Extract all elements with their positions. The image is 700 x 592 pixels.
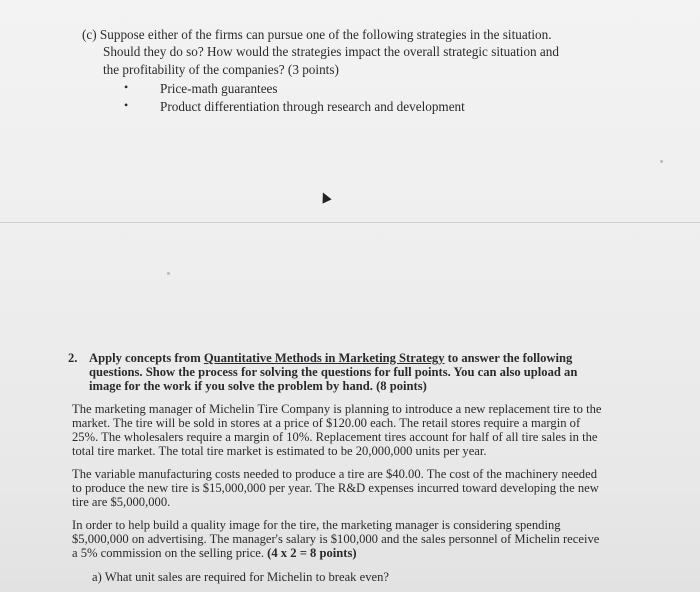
bullet-icon: • [124,98,129,112]
question-2-number: 2. [68,351,78,365]
advertising-paragraph-line: a 5% commission on the selling price. (4 x 2 = 8 points) [72,546,357,560]
dust-speck [660,160,663,163]
strategy-item-2: Product differentiation through research and development [160,99,465,114]
advertising-paragraph-line: In order to help build a quality image for the tire, the marketing manager is considering spending [72,518,561,532]
dust-speck [167,272,170,275]
advertising-paragraph-line: $5,000,000 on advertising. The manager's salary is $100,000 and the sales personnel of Michelin receive [72,532,600,546]
scenario-paragraph-line: The marketing manager of Michelin Tire Company is planning to introduce a new replacement tire to the [72,402,602,416]
sub-question-a: a) What unit sales are required for Michelin to break even? [92,570,389,584]
question-2-intro-line-2: questions. Show the process for solving the questions for full points. You can also upload an [89,365,578,379]
question-2-intro-line-3: image for the work if you solve the problem by hand. (8 points) [89,379,427,393]
part-c-line-1: (c) Suppose either of the firms can pursue one of the following strategies in the situation. [82,27,552,42]
costs-paragraph-line: to produce the new tire is $15,000,000 per year. The R&D expenses incurred toward developing the new [72,481,599,495]
scenario-paragraph-line: 25%. The wholesalers require a margin of 10%. Replacement tires account for half of all tire sales in the [72,430,598,444]
scenario-paragraph-line: total tire market. The total tire market is estimated to be 20,000,000 units per year. [72,444,487,458]
question-2-intro-line-1: Apply concepts from Quantitative Methods in Marketing Strategy to answer the following [89,351,573,365]
part-c-line-2: Should they do so? How would the strategies impact the overall strategic situation and [103,44,559,59]
points-label: (4 x 2 = 8 points) [267,546,357,560]
scenario-paragraph-line: market. The tire will be sold in stores at a price of $120.00 each. The retail stores require a margin of [72,416,581,430]
costs-paragraph-line: The variable manufacturing costs needed to produce a tire are $40.00. The cost of the machinery needed [72,467,597,481]
strategy-item-1: Price-math guarantees [160,81,278,96]
course-title-link: Quantitative Methods in Marketing Strategy [203,351,445,365]
costs-paragraph-line: tire are $5,000,000. [72,495,171,509]
bullet-icon: • [124,80,129,94]
part-c-line-3: the profitability of the companies? (3 points) [103,62,339,77]
